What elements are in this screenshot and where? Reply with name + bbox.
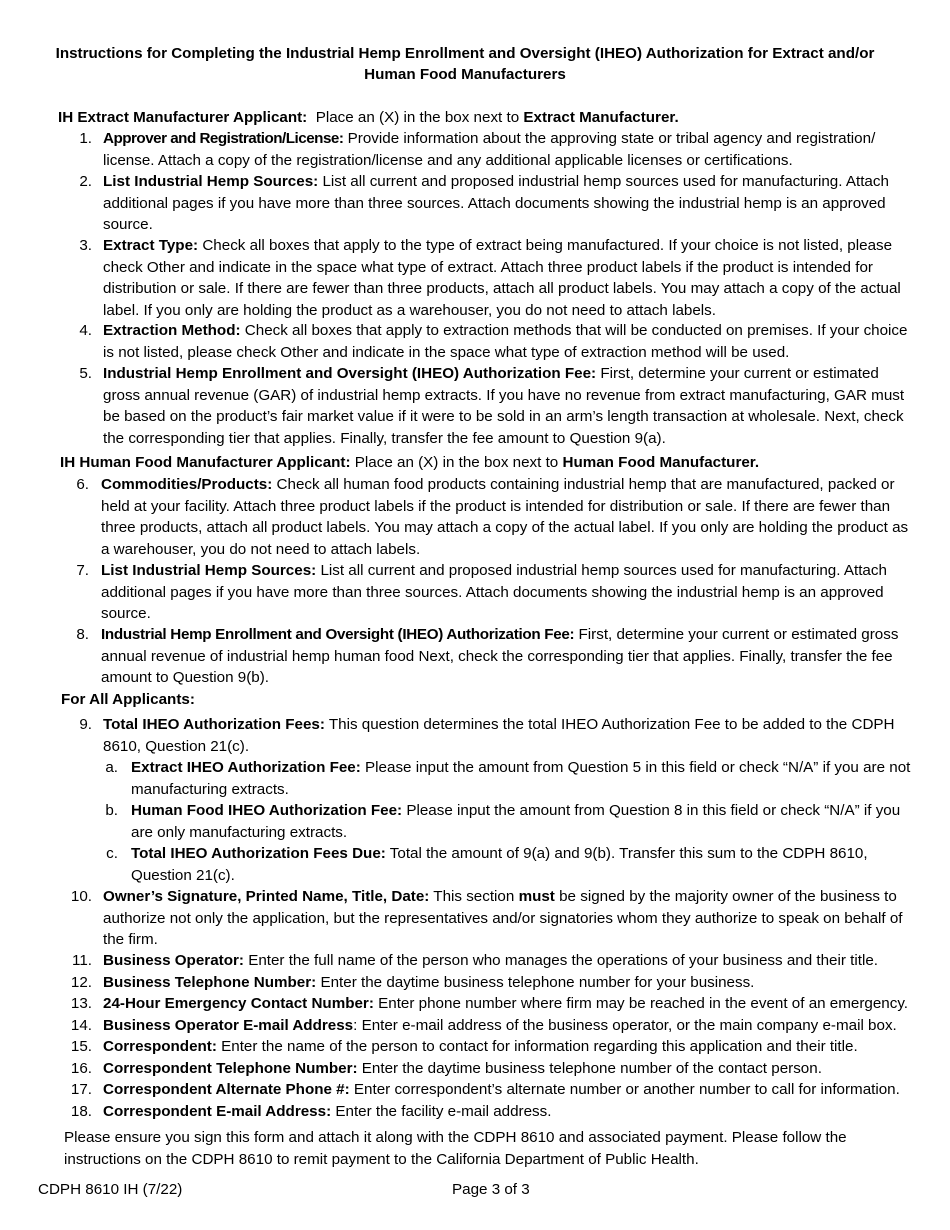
- item-number: 3.: [79, 237, 92, 254]
- item-text: This question determines the total IHEO Authorization Fee to be added to the CDPH 8610, Question 21(c).: [103, 716, 895, 755]
- item-text: Enter correspondent’s alternate number or another number to call for information.: [353, 1081, 900, 1098]
- item-number: 8.: [76, 626, 89, 643]
- item-text: Please input the amount from Question 5 in this field or check “N/A” if you are not manufacturing extracts.: [131, 759, 911, 798]
- item-text: Enter the full name of the person who manages the operations of your business and their title.: [248, 952, 879, 969]
- item-label: Commodities/Products:: [101, 476, 273, 493]
- item-text: Enter the daytime business telephone number for your business.: [320, 973, 755, 991]
- item-label: Total IHEO Authorization Fees:: [103, 716, 325, 733]
- item-text: First, determine your current or estimated gross annual revenue (GAR) of industrial hemp extracts. If you have no revenue from extract manufacturing, GAR must be based on the product’s fair market value if it were to be sold in an arm’s length transaction at wholesale. Next, check the corresponding tier that applies. Finally, transfer the fee amount to Question 9(a).: [103, 365, 905, 447]
- subitem-letter: b.: [105, 802, 118, 819]
- all-applicants-heading: [61, 689, 195, 711]
- item-number: 10.: [70, 888, 92, 905]
- human-food-section-heading: [60, 452, 759, 474]
- item-label: Approver and Registration/License:: [103, 130, 344, 147]
- item-number: 12.: [70, 973, 92, 991]
- page-number: Page 3 of 3: [452, 1181, 530, 1198]
- item-number: 6.: [76, 476, 89, 493]
- closing-paragraph: Please ensure you sign this form and attach it along with the CDPH 8610 and associated payment. Please follow the instructions on the CDPH 8610 to remit payment to the California Department of Public Health.: [64, 1129, 847, 1168]
- subitem-letter: c.: [106, 845, 118, 862]
- item-number: 16.: [70, 1059, 92, 1077]
- item-label: Business Operator E-mail Address: [103, 1016, 354, 1034]
- item-label: Correspondent Telephone Number:: [103, 1059, 358, 1077]
- item-text: This section: [433, 888, 515, 905]
- item-text: Enter the name of the person to contact for information regarding this application and their title.: [221, 1038, 858, 1055]
- item-number: 18.: [70, 1102, 92, 1120]
- item-label: Correspondent:: [103, 1038, 217, 1055]
- item-text: List all current and proposed industrial hemp sources used for manufacturing. Attach additional pages if you have more than three sources. Attach documents showing the industrial hemp is an approved source.: [103, 173, 889, 233]
- section-text: Place an (X) in the box next to: [354, 454, 559, 471]
- item-text: First, determine your current or estimated gross annual revenue of industrial hemp human food Next, check the corresponding tier that applies. Finally, transfer the fee amount to Question 9(b).: [101, 626, 899, 686]
- item-text: : Enter e-mail address of the business operator, or the main company e-mail box.: [353, 1016, 897, 1034]
- form-id: CDPH 8610 IH (7/22): [38, 1181, 183, 1198]
- item-number: 11.: [72, 952, 92, 969]
- item-text: List all current and proposed industrial hemp sources used for manufacturing. Attach additional pages if you have more than three sources. Attach documents showing the industrial hemp is an approved source.: [101, 562, 887, 622]
- item-number: 7.: [76, 562, 89, 579]
- section-text: Place an (X) in the box next to: [315, 109, 520, 126]
- item-number: 13.: [70, 995, 92, 1012]
- section-label: For All Applicants:: [61, 691, 195, 708]
- item-label: List Industrial Hemp Sources:: [101, 562, 317, 579]
- item-label: Industrial Hemp Enrollment and Oversight (IHEO) Authorization Fee:: [103, 365, 597, 382]
- item-label: Extract Type:: [103, 237, 199, 254]
- item-label: Total IHEO Authorization Fees Due:: [131, 845, 386, 862]
- item-text: Enter the daytime business telephone number of the contact person.: [361, 1059, 822, 1077]
- item-text: Please input the amount from Question 8 in this field or check “N/A” if you are only manufacturing extracts.: [131, 802, 901, 841]
- section-label: IH Extract Manufacturer Applicant:: [58, 109, 308, 126]
- subitem-letter: a.: [105, 759, 118, 776]
- item-number: 4.: [79, 322, 92, 339]
- item-label: 24-Hour Emergency Contact Number:: [103, 995, 374, 1012]
- item-text: be signed by the majority owner of the business to authorize not only the application, but the representatives and/or signatories whom they authorize to speak on behalf of the firm.: [103, 888, 903, 948]
- item-text: Check all human food products containing industrial hemp that are manufactured, packed or held at your facility. Attach three product labels if the product is intended for distribution or sale. If there are fewer than three products, attach all product labels. You may attach a copy of the actual label. If you only are holding the product as a warehouser, you do not need to attach labels.: [101, 476, 909, 558]
- emphasis-must: must: [518, 888, 555, 905]
- item-label: Business Telephone Number:: [103, 973, 317, 991]
- item-label: Owner’s Signature, Printed Name, Title, Date:: [103, 888, 430, 905]
- item-label: List Industrial Hemp Sources:: [103, 173, 319, 190]
- item-number: 1.: [79, 130, 92, 147]
- item-text: Check all boxes that apply to extraction methods that will be conducted on premises. If your choice is not listed, please check Other and indicate in the space what type of extraction method will be used.: [103, 322, 908, 361]
- item-text: Provide information about the approving state or tribal agency and registration/ license. Attach a copy of the registration/license and any additional applicable licenses or certifications.: [103, 130, 876, 169]
- item-text: Enter phone number where firm may be reached in the event of an emergency.: [378, 995, 909, 1012]
- extract-section-heading: [58, 107, 679, 129]
- item-label: Industrial Hemp Enrollment and Oversight (IHEO) Authorization Fee:: [101, 626, 575, 643]
- item-number: 15.: [70, 1038, 92, 1055]
- item-number: 5.: [79, 365, 92, 382]
- item-text: Total the amount of 9(a) and 9(b). Transfer this sum to the CDPH 8610, Question 21(c).: [131, 845, 868, 884]
- section-label: IH Human Food Manufacturer Applicant:: [60, 454, 351, 471]
- item-number: 14.: [70, 1016, 92, 1034]
- item-label: Correspondent Alternate Phone #:: [103, 1081, 350, 1098]
- item-label: Correspondent E-mail Address:: [103, 1102, 332, 1120]
- item-number: 2.: [79, 173, 92, 190]
- item-text: Check all boxes that apply to the type of extract being manufactured. If your choice is not listed, please check Other and indicate in the space what type of extract. Attach three product labels if the product is intended for distribution or sale. If there are fewer than three products, attach all product labels. You may attach a copy of the actual label. If you only are holding the product as a warehouser, you do not need to attach labels.: [103, 237, 901, 319]
- section-bold-tail: Human Food Manufacturer.: [562, 454, 760, 471]
- page-title: Instructions for Completing the Industrial Hemp Enrollment and Oversight (IHEO) Authorization for Extract and/or Human Food Manufacturers: [55, 45, 875, 83]
- item-number: 17.: [70, 1081, 92, 1098]
- item-label: Extraction Method:: [103, 322, 241, 339]
- item-label: Human Food IHEO Authorization Fee:: [131, 802, 403, 819]
- item-number: 9.: [79, 716, 92, 733]
- section-bold-tail: Extract Manufacturer.: [523, 109, 679, 126]
- item-label: Extract IHEO Authorization Fee:: [131, 759, 361, 776]
- item-text: Enter the facility e-mail address.: [335, 1102, 552, 1120]
- item-label: Business Operator:: [103, 952, 244, 969]
